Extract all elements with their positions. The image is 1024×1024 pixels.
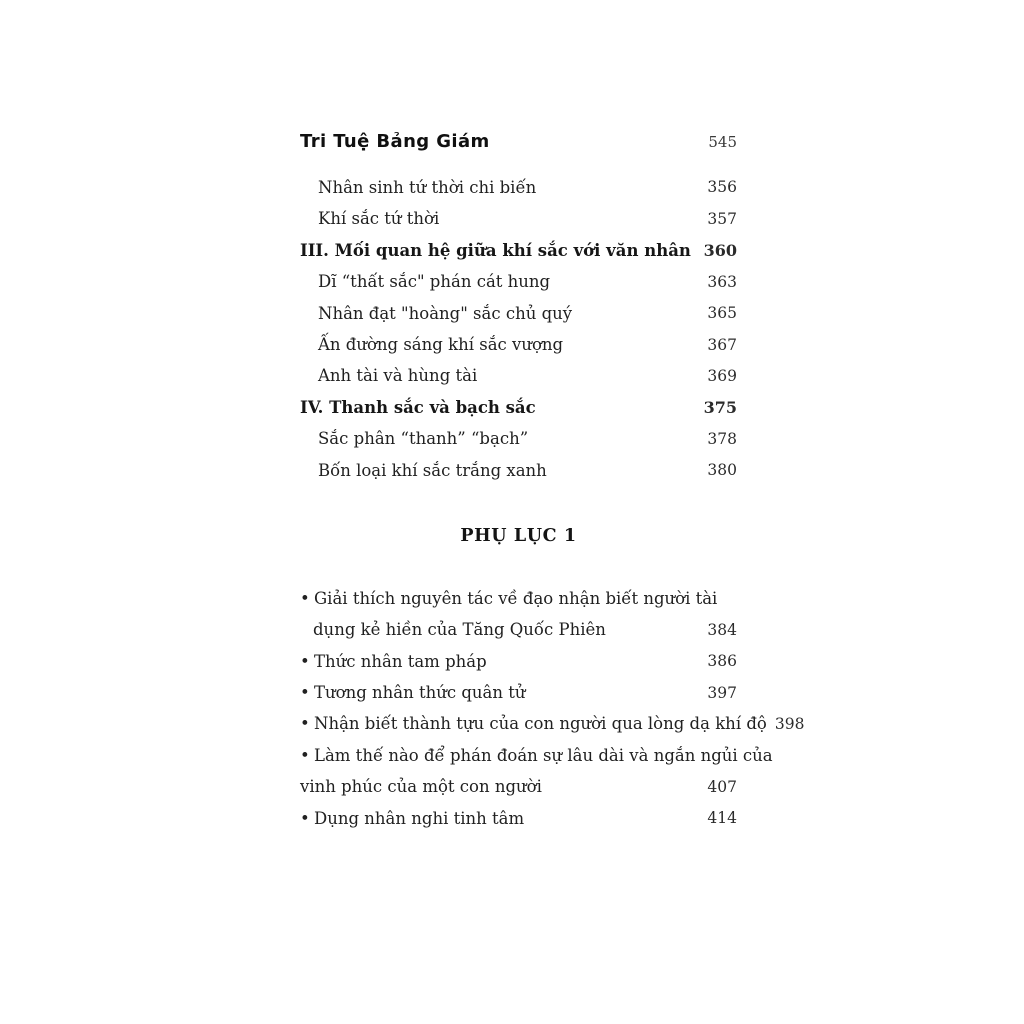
appendix-list	[300, 583, 805, 835]
bullet-icon: •	[300, 714, 310, 734]
toc-entry-page: 360	[703, 241, 737, 260]
header-page-number: 545	[708, 133, 737, 151]
toc-entry	[300, 172, 737, 203]
page-header	[300, 131, 737, 153]
appendix-entry-page: 407	[707, 777, 737, 796]
toc-entry	[300, 298, 737, 329]
appendix-entry-label: Giải thích nguyên tác về đạo nhận biết người tài	[314, 588, 718, 608]
toc-entry	[300, 361, 737, 392]
book-title: Tri Tuệ Bảng Giám	[300, 131, 490, 152]
toc-entry-page: 356	[707, 178, 737, 197]
toc-entry-label: Sắc phân “thanh” “bạch”	[318, 429, 529, 449]
toc-section-entry	[300, 392, 737, 423]
toc-entry-page: 357	[707, 209, 737, 228]
toc-entry-label: Ấn đường sáng khí sắc vượng	[318, 335, 564, 354]
appendix-entry-label: Tương nhân thức quân tử	[314, 682, 526, 702]
appendix-entry-page: 414	[707, 809, 737, 828]
appendix-title-row	[300, 520, 737, 551]
appendix-entry-continuation	[300, 614, 737, 645]
appendix-entry	[300, 740, 773, 771]
toc-entry-page: 380	[707, 461, 737, 480]
toc-entry-label: Anh tài và hùng tài	[318, 366, 478, 386]
toc-entry-page: 363	[707, 272, 737, 291]
appendix-entry-continuation	[300, 771, 737, 802]
toc-entry	[300, 203, 737, 234]
toc-entry	[300, 329, 737, 360]
bullet-icon: •	[300, 745, 310, 765]
appendix-entry-label: vinh phúc của một con người	[300, 777, 542, 797]
bullet-icon: •	[300, 808, 310, 828]
appendix-entry-page: 386	[707, 652, 737, 671]
appendix-title: PHỤ LỤC 1	[460, 526, 577, 547]
appendix-entry-label: Thức nhân tam pháp	[314, 651, 487, 671]
appendix-entry-label: Làm thế nào để phán đoán sự lâu dài và ngắn ngủi của	[314, 745, 773, 765]
page-content	[300, 131, 805, 834]
toc-entry-page: 365	[707, 304, 737, 323]
toc-entry-label: Nhân sinh tứ thời chi biến	[318, 177, 537, 197]
appendix-entry	[300, 583, 737, 614]
appendix-entry	[300, 709, 805, 740]
toc-entry	[300, 424, 737, 455]
toc-section-entry	[300, 235, 737, 266]
toc-entry-label: Nhân đạt "hoàng" sắc chủ quý	[318, 303, 573, 323]
bullet-icon: •	[300, 588, 310, 608]
appendix-entry-page: 398	[774, 714, 805, 733]
appendix-entry	[300, 677, 737, 708]
toc-entry	[300, 455, 737, 486]
toc-entry-page: 369	[707, 367, 737, 386]
toc-entry-label: Dĩ “thất sắc" phán cát hung	[318, 272, 551, 292]
toc-entry-label: Khí sắc tứ thời	[318, 209, 440, 229]
appendix-entry	[300, 646, 737, 677]
toc-entry	[300, 266, 737, 297]
appendix-entry-label: Nhận biết thành tựu của con người qua lòng dạ khí độ	[314, 714, 767, 734]
appendix-entry-page: 397	[707, 683, 737, 702]
toc-entry-page: 375	[703, 398, 737, 418]
bullet-icon: •	[300, 682, 310, 702]
bullet-icon: •	[300, 651, 310, 671]
toc-entry-label: IV. Thanh sắc và bạch sắc	[300, 397, 536, 417]
appendix-entry-page: 384	[707, 620, 737, 639]
toc-list	[300, 172, 737, 486]
appendix-entry	[300, 803, 737, 834]
toc-entry-page: 378	[707, 429, 737, 448]
appendix-entry-label: dụng kẻ hiền của Tăng Quốc Phiên	[313, 620, 606, 640]
toc-entry-page: 367	[707, 335, 737, 354]
toc-entry-label: Bốn loại khí sắc trắng xanh	[318, 460, 547, 480]
appendix-entry-label: Dụng nhân nghi tinh tâm	[314, 808, 525, 828]
toc-entry-label: III. Mối quan hệ giữa khí sắc với văn nhân	[300, 240, 691, 260]
